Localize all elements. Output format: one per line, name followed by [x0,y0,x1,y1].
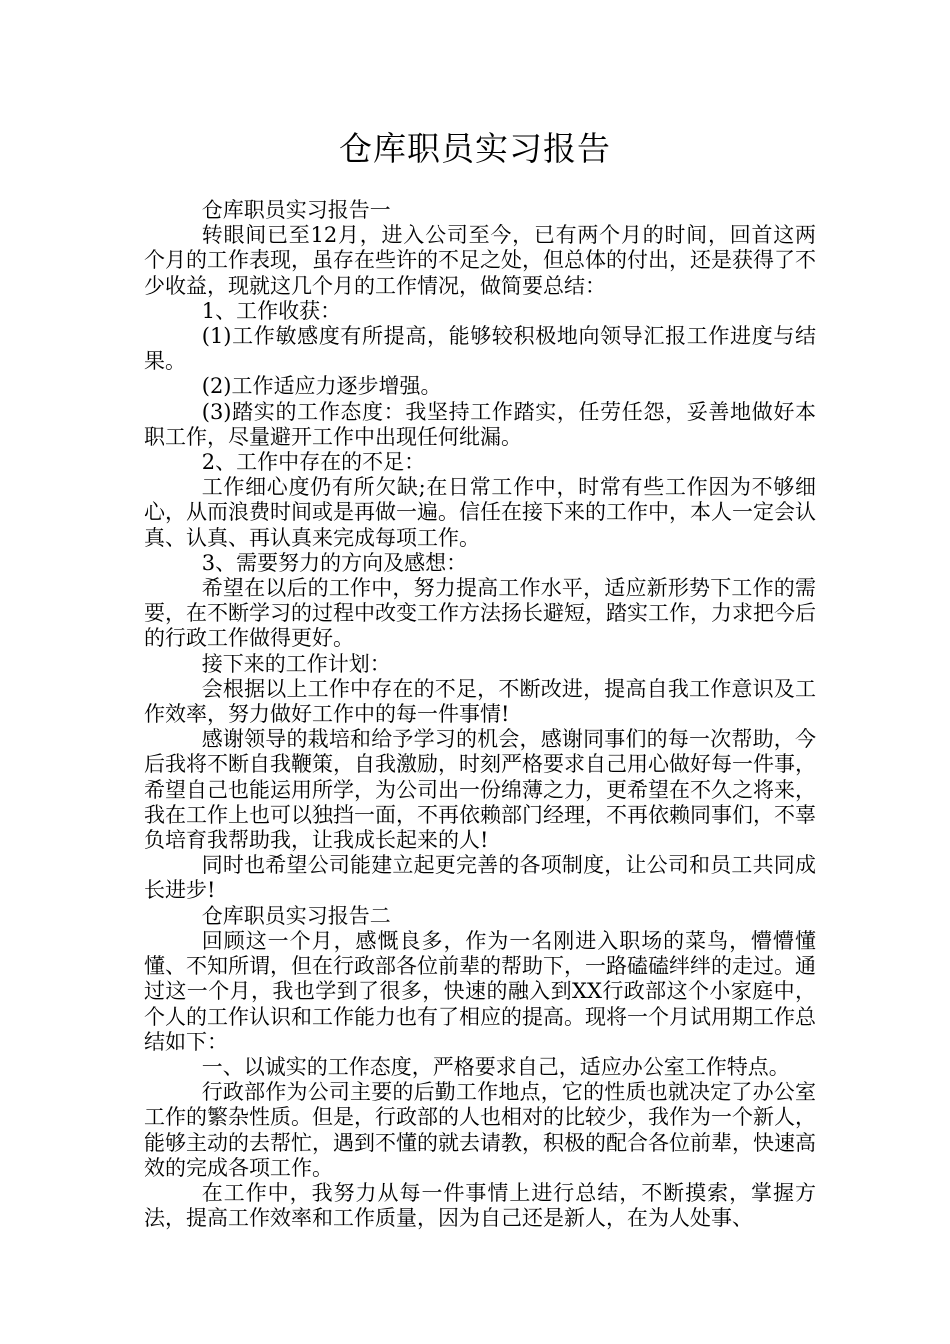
subheading-direction: 3、需要努力的方向及感想： [201,550,468,575]
paragraph: 感谢领导的栽培和给予学习的机会，感谢同事们的每一次帮助，今后我将不断自我鞭策，自我激励，时刻严格要求自己用心做好每一件事，希望自己也能运用所学，为公司出一份绵薄之力，更希望在不久之将来，我在工作上也可以独挡一面，不再依赖部门经理，不再依赖同事们，不辜负培育我帮助我，让我成长起来的人! [144,727,816,853]
paragraph: 希望在以后的工作中，努力提高工作水平，适应新形势下工作的需要，在不断学习的过程中改变工作方法扬长避短，踏实工作，力求把今后的行政工作做得更好。 [144,576,816,651]
list-item: (2)工作适应力逐步增强。 [201,374,442,399]
subheading-shortcomings: 2、工作中存在的不足： [201,450,426,475]
document-title: 仓库职员实习报告 [339,129,611,168]
list-item: (3)踏实的工作态度：我坚持工作踏实，任劳任怨，妥善地做好本职工作，尽量避开工作中出现任何纰漏。 [144,399,816,449]
section-heading-report-1: 仓库职员实习报告一 [201,198,391,222]
subheading-attitude: 一、以诚实的工作态度，严格要求自己，适应办公室工作特点。 [201,1054,790,1079]
paragraph: 会根据以上工作中存在的不足，不断改进，提高自我工作意识及工作效率，努力做好工作中的每一件事情! [144,676,816,727]
paragraph: 同时也希望公司能建立起更完善的各项制度，让公司和员工共同成长进步! [144,853,816,903]
paragraph: 行政部作为公司主要的后勤工作地点，它的性质也就决定了办公室工作的繁杂性质。但是，行政部的人也相对的比较少，我作为一个新人，能够主动的去帮忙，遇到不懂的就去请教，积极的配合各位前辈，快速高效的完成各项工作。 [144,1080,816,1180]
subheading-gains: 1、工作收获： [201,298,342,323]
paragraph: 在工作中，我努力从每一件事情上进行总结，不断摸索，掌握方法，提高工作效率和工作质量，因为自己还是新人，在为人处事、 [144,1180,816,1231]
paragraph: 转眼间已至12月，进入公司至今，已有两个月的时间，回首这两个月的工作表现，虽存在些许的不足之处，但总体的付出，还是获得了不少收益，现就这几个月的工作情况，做简要总结： [144,223,816,298]
paragraph: 工作细心度仍有所欠缺;在日常工作中，时常有些工作因为不够细心，从而浪费时间或是再做一遍。信任在接下来的工作中，本人一定会认真、认真、再认真来完成每项工作。 [144,475,816,550]
section-heading-report-2: 仓库职员实习报告二 [201,903,391,928]
list-item: (1)工作敏感度有所提高，能够较积极地向领导汇报工作进度与结果。 [144,324,816,374]
paragraph: 回顾这一个月，感慨良多，作为一名刚进入职场的菜鸟，懵懵懂懂、不知所谓，但在行政部各位前辈的帮助下，一路磕磕绊绊的走过。通过这一个月，我也学到了很多，快速的融入到XX行政部这个小家庭中，个人的工作认识和工作能力也有了相应的提高。现将一个月试用期工作总结如下： [144,928,816,1054]
document-body [144,198,816,1231]
subheading-plan: 接下来的工作计划： [201,651,391,676]
